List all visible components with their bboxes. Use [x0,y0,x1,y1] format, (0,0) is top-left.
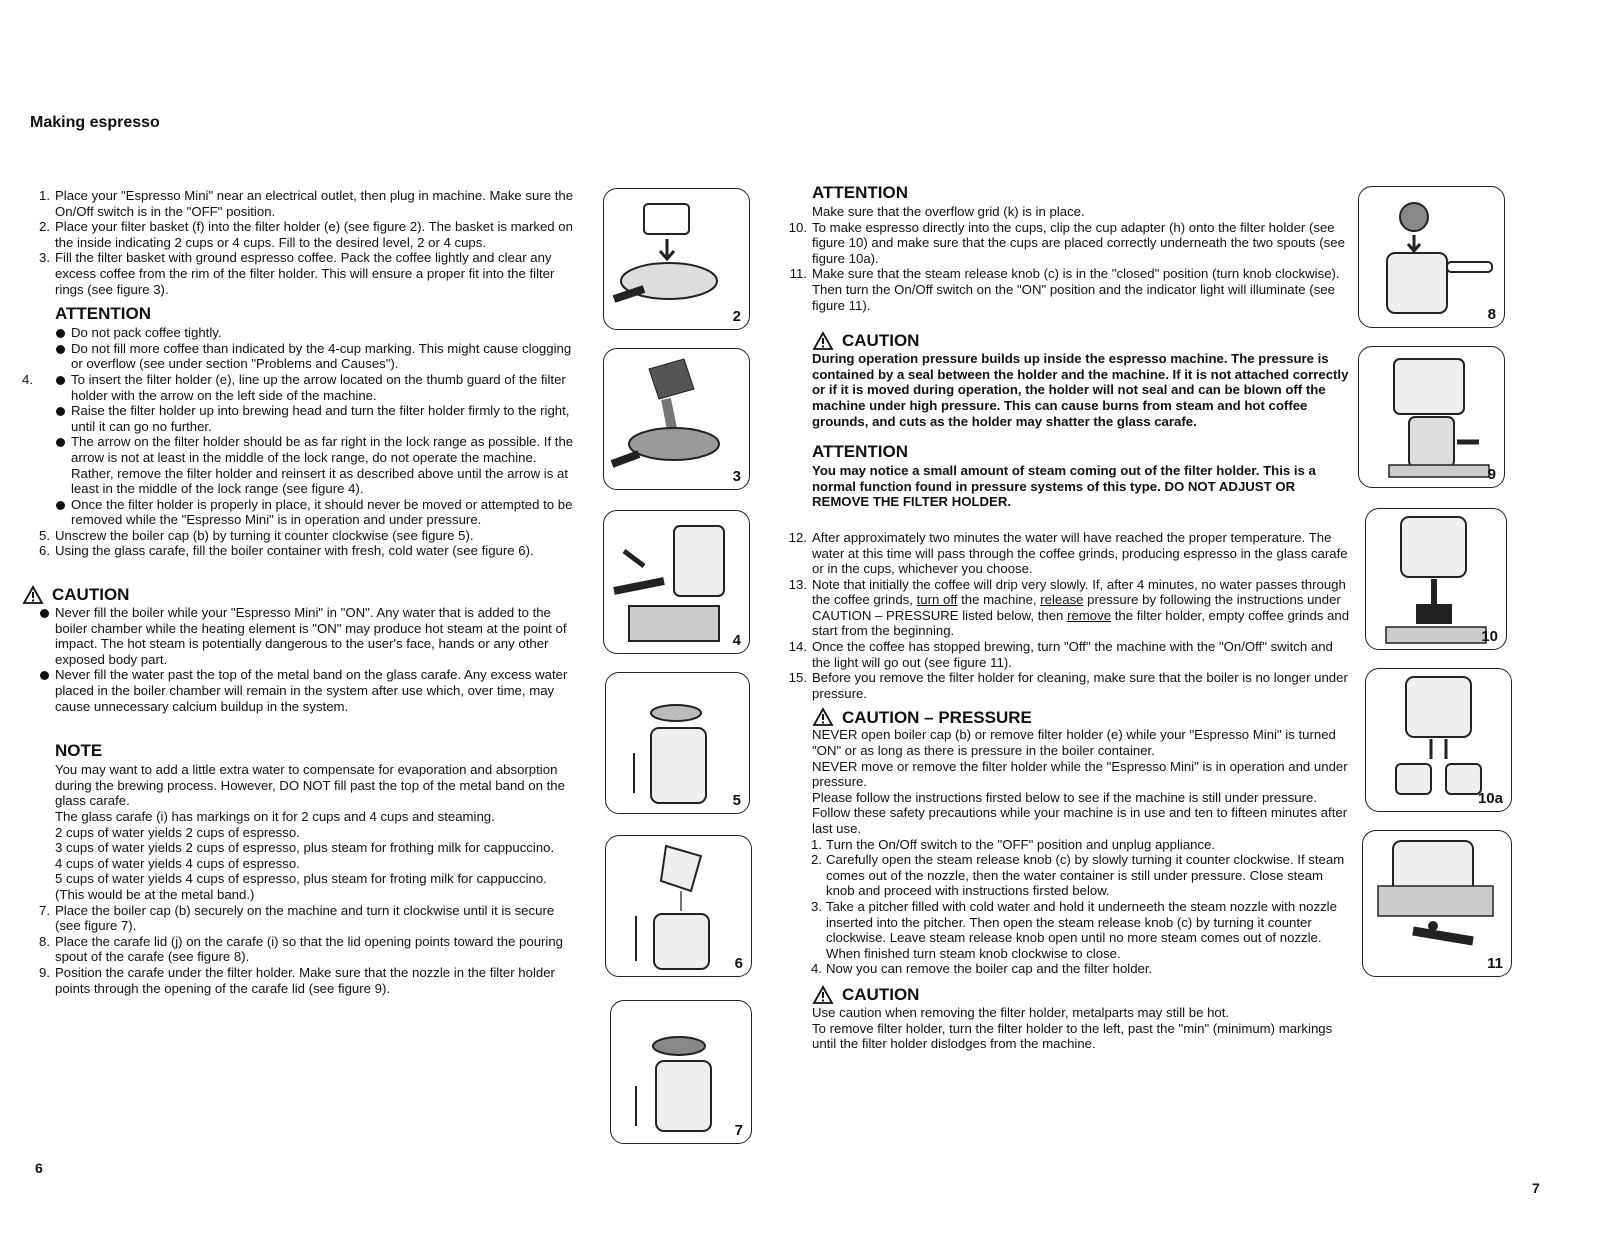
sub-step: 1. Turn the On/Off switch to the "OFF" position and unplug appliance. [811,836,1216,852]
warning-icon [22,585,44,605]
sub-step: 3. Take a pitcher filled with cold water and hold it underneeth the steam nozzle with nozzle inserted into the pitcher. Then open the steam release knob (c) by turning it counter clockwise. Leave steam release knob open until no more steam comes out of nozzle. When finished turn steam knob clockwise to close. [811,898,1337,961]
figure-number: 3 [732,468,741,485]
figure-5 [605,672,750,814]
bullet: Raise the filter holder up into brewing head and turn the filter holder firmly to the right, until it can go no further. [55,403,575,434]
figure-3 [603,348,750,490]
figure-6 [605,835,752,977]
step-3: 3. Fill the filter basket with ground espresso coffee. Pack the coffee lightly and clear any excess coffee from the rim of the filter holder. This will ensure a proper fit into the filter rings (see figure 3). [39,250,555,297]
bullet: Never fill the water past the top of the metal band on the glass carafe. Any excess water placed in the boiler chamber will remain in the system after use which, over time, may cause unnecessary calcium buildup in the system. [39,667,575,714]
figure-10 [1365,508,1507,650]
figure-number: 4 [732,632,741,649]
unscrew-cap-illustration [606,673,749,813]
caution-text: NEVER open boiler cap (b) or remove filter holder (e) while your "Espresso Mini" is turned "ON" or as long as there is pressure in the boiler container. [812,727,1336,759]
left-column [22,188,575,996]
figure-number: 2 [732,308,741,325]
caution-text: Please follow the instructions firsted below to see if the machine is still under pressure. Follow these safety precautions while your machine is in use and ten to fifteen minutes after last use. [812,789,1348,836]
caution-heading: CAUTION [22,585,575,605]
caution-text: To remove filter holder, turn the filter holder to the left, past the "min" (minimum) markings until the filter holder dislodges from the machine. [812,1020,1333,1052]
figure-number: 6 [734,955,743,972]
note-text: 5 cups of water yields 4 cups of espresso, plus steam for froting milk for cappuccino. (This would be at the metal band.) [55,871,547,902]
figure-7 [610,1000,752,1144]
figure-number: 9 [1487,466,1496,483]
attention-text: Make sure that the overflow grid (k) is in place. [812,204,1085,219]
figure-number: 7 [734,1122,743,1139]
figure-number: 11 [1487,955,1503,972]
figure-4 [603,510,750,654]
sub-step: 4. Now you can remove the boiler cap and the filter holder. [811,961,1153,977]
note-text: You may want to add a little extra water to compensate for evaporation and absorption during the brewing process. However, DO NOT fill past the top of the metal band on the glass carafe. [55,762,565,809]
figure-number: 10 [1481,628,1498,645]
caution-heading: CAUTION [812,331,1352,351]
page-title: Making espresso [30,114,160,131]
fill-water-illustration [606,836,751,976]
step-13: 13. Note that initially the coffee will drip very slowly. If, after 4 minutes, no water passes through the coffee grinds, turn off the machine, release pressure by following the instructions under CAUTION – PRESSURE listed below, then remove the filter holder, empty coffee grinds and start from the beginning. [788,576,1350,639]
carafe-position-illustration [1359,347,1504,487]
step-9: 9. Position the carafe under the filter holder. Make sure that the nozzle in the filter holder points through the opening of the carafe lid (see figure 9). [39,964,555,996]
figure-2 [603,188,750,330]
insert-holder-illustration [604,511,749,653]
attention-heading: ATTENTION [812,442,909,462]
figure-number: 5 [732,792,741,809]
filter-basket-illustration [604,189,749,329]
bullet: Do not fill more coffee than indicated by the 4-cup marking. This might cause clogging or overflow (see under section "Problems and Causes"). [55,341,575,372]
sub-step: 2. Carefully open the steam release knob (c) by slowly turning it counter clockwise. If steam comes out of the nozzle, then the water container is still under pressure. Close steam knob and proceed with instructions firsted below. [811,852,1345,899]
figure-11 [1362,830,1512,977]
right-column [788,182,1352,1052]
warning-icon [812,707,834,727]
page-number: 7 [1532,1180,1540,1196]
note-heading: NOTE [55,741,103,761]
figure-10a [1365,668,1512,812]
attention-text: You may notice a small amount of steam coming out of the filter holder. This is a normal function found in pressure systems of this type. DO NOT ADJUST OR REMOVE THE FILTER HOLDER. [812,463,1316,510]
step-5: 5. Unscrew the boiler cap (b) by turning it counter clockwise (see figure 5). [39,527,474,543]
bullet: The arrow on the filter holder should be as far right in the lock range as possible. If the arrow is not at least in the middle of the lock range, do not operate the machine. Rather, remove the filter holder and reinsert it as described above until the arrow is at least in the middle of the lock range (see figure 4). [55,434,575,496]
note-text: 4 cups of water yields 4 cups of espresso. [55,855,300,871]
attention-heading: ATTENTION [55,304,152,324]
warning-icon [812,331,834,351]
caution-text: NEVER move or remove the filter holder while the "Espresso Mini" is in operation and under pressure. [812,758,1348,790]
step-15: 15. Before you remove the filter holder for cleaning, make sure that the boiler is no longer under pressure. [788,670,1348,701]
carafe-lid-illustration [1359,187,1504,327]
caution-heading: CAUTION [812,985,1352,1005]
filling-coffee-illustration [604,349,749,489]
step-4-bullet: 4. To insert the filter holder (e), line up the arrow located on the thumb guard of the filter holder with the arrow on the left side of the machine. [55,372,575,403]
bullet: Never fill the boiler while your "Espresso Mini" in "ON". Any water that is added to the boiler chamber while the heating element is "ON" may produce hot steam at the point of impact. The hot steam is potentially dangerous to the user's face, hands or any other exposed body part. [39,605,575,667]
step-1: 1. Place your "Espresso Mini" near an electrical outlet, then plug in machine. Make sure the On/Off switch is in the "OFF" position. [39,188,574,219]
page-number: 6 [35,1160,43,1176]
warning-icon [812,985,834,1005]
step-10: 10. To make espresso directly into the cups, clip the cup adapter (h) onto the filter holder (see figure 10) and make sure that the cups are placed correctly underneath the two spouts (see figure 10a). [788,219,1345,266]
step-7: 7. Place the boiler cap (b) securely on the machine and turn it clockwise until it is secure (see figure 7). [39,902,555,934]
caution-pressure-heading: CAUTION – PRESSURE [812,707,1352,727]
bullet: Once the filter holder is properly in place, it should never be moved or attempted to be removed while the "Espresso Mini" is in operation and under pressure. [55,497,575,528]
note-text: The glass carafe (i) has markings on it for 2 cups and 4 cups and steaming. [55,809,495,824]
boiler-cap-illustration [611,1001,751,1143]
step-11: 11. Make sure that the steam release knob (c) is in the "closed" position (turn knob clockwise). Then turn the On/Off switch on the "ON" position and the indicator light will illuminate (see figure 11). [789,266,1340,313]
bullet: Do not pack coffee tightly. [55,325,575,341]
figure-8 [1358,186,1505,328]
note-text: 3 cups of water yields 2 cups of espresso, plus steam for frothing milk for cappuccino. [55,840,555,856]
step-12: 12. After approximately two minutes the water will have reached the proper temperature. The water at this time will pass through the coffee grinds, producing espresso in the glass carafe or in the cups, whichever you choose. [788,529,1348,577]
step-2: 2. Place your filter basket (f) into the filter holder (e) (see figure 2). The basket is marked on the inside indicating 2 cups or 4 cups. Fill to the desired level, 2 or 4 cups. [39,219,573,250]
step-14: 14. Once the coffee has stopped brewing, turn "Off" the machine with the "On/Off" switch and the light will go out (see figure 11). [788,639,1333,670]
figure-number: 8 [1487,306,1496,323]
attention-heading: ATTENTION [812,183,909,202]
caution-text: During operation pressure builds up inside the espresso machine. The pressure is contained by a seal between the holder and the machine. If it is not attached correctly or if it is moved during operation, the holder will not seal and can be blown off the machine under high pressure. This can cause burns from steam and hot coffee grounds, and cuts as the holder may shatter the glass carafe. [812,351,1349,429]
caution-text: Use caution when removing the filter holder, metalparts may still be hot. [812,1004,1230,1020]
figure-number: 10a [1477,790,1503,807]
step-8: 8. Place the carafe lid (j) on the carafe (i) so that the lid opening points toward the pouring spout of the carafe (see figure 8). [39,933,564,965]
note-text: 2 cups of water yields 2 cups of espresso. [55,824,300,840]
step-6: 6. Using the glass carafe, fill the boiler container with fresh, cold water (see figure 6). [39,543,534,559]
figure-9 [1358,346,1505,488]
